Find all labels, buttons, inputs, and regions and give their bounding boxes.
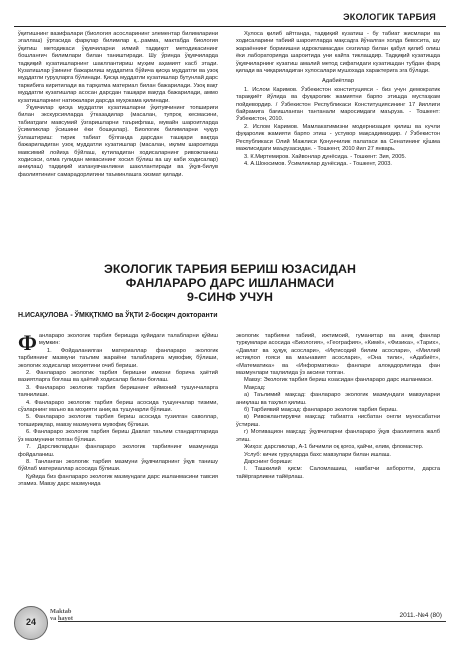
reference-item: 3. К.Миртемиров. Хайвонлар дунёсида. - Тошкент: Зия, 2005. bbox=[244, 153, 407, 160]
list-item: 7. Дарсликлардан фанлараро экологик тарбиянинг мазмунида фойдаланиш. bbox=[18, 444, 218, 458]
page-number: 24 bbox=[25, 617, 36, 627]
paragraph: I. Ташкилий қисм: Саломлашиш, навбатчи ахборотти, дарсга тайёргарликни тайёрлаш. bbox=[236, 466, 440, 480]
list-item: 3. Фанлараро экологик тарбия беришнинг иймоний тушунчаларга таянилиши. bbox=[18, 384, 218, 399]
list-item: 2. Фанлараро экологик тарбия беришни имкони борича ҳаётий вазиятларга боғлаш ва ҳаётий ходисалар билан боғлаш. bbox=[18, 370, 218, 384]
paragraph: г) Мотивацион мақсад: ўқувчиларни фанлараро ўқув фаолиятига жалб этиш. bbox=[236, 429, 440, 443]
references-heading: Адабиётлар bbox=[322, 78, 354, 85]
paragraph: б) Тарбиявий мақсад: фанлараро экологик тарбия бериш. bbox=[244, 407, 398, 414]
paragraph: ўқитишнинг вазифалари (биология асосларининг элементар билимларини эгаллаш) ўртасида фарқлар билимлар қ...рамма, мактабда биология ўқитиш методикаси ўқувчиларни илмий тадқиқот методикасининг бошланғич билимлари билан таништиради. Шу ўринда ўқувчиларда тадқиқий кузатишларнинг шакллантириш муҳим аҳамият касб этади. Кузатишлар ўзининг бажарилиш муддатига бўйича қисқа муддатли ва узоқ муддатли гуруҳларга бўлинади. Қисқа муддатли кузатишлар бутунлай дарс таркибига киритилади ва тарқатма материал билан бажарилади. Узоқ вақт муддатли кузатишлар асосан дарсдан ташқари вақтда бажарилади, аммо кузатишларнинг натижалари дарсда муҳокама қилинади. bbox=[18, 31, 218, 104]
journal-logo-icon bbox=[14, 606, 48, 640]
column-top-left bbox=[18, 31, 218, 254]
paragraph-first bbox=[18, 330, 218, 355]
paragraph-text: анлараро экологик тарбия беришда қуйидаги талабларни қўйиш мумкин: bbox=[38, 333, 218, 347]
paragraph: Жиҳоз: дарсликлар, А-1 бичимли оқ қоғоз, қайчи, елим, фломастер. bbox=[244, 444, 424, 451]
reference-item: 4. А.Шоюсимов. Ўсимликлар дунёсида. - Тошкент, 2003. bbox=[244, 160, 393, 167]
paragraph: в) Ривожлантирувчи мақсад: табиатга нисбатан онгли муносабатни ўстириш. bbox=[236, 414, 440, 428]
column-bottom-right bbox=[236, 333, 440, 600]
running-header bbox=[14, 12, 446, 27]
column-bottom-left bbox=[18, 330, 218, 600]
paragraph: Ўқувчилар қисқа муддатли кузатишларни ўқитувчининг топшириғи билан экскурсияларда ўтказадилар (масалан, тупроқ кесмасини, табиатдаги мавсумий ўзгаришларни таърифлаш, мувайн шароитларда ўсимликлар ўсишини ёки бошқалар). Биологик билимларни чуқур ўзлаштириш: тирик табиат бўлганда дарсдан ташқари вақтда бажариладиган узоқ муддатли кузатишлар (масалан, иқлим шароитида мавсимий лойиҳа бўйлаш, кутиладиган ходисаларнинг ривожланиш ходисаси, олма гулидан мевасининг хосил бўлиш ва шу каби ходисалар) аниқлаш) тадқиқий изланувчанликни шакллантиради ва ўқув-билув фаолиятининг самарадорлигини таъминлашга хизмат қилади. bbox=[18, 105, 218, 178]
section-title: ЭКОЛОГИК ТАРБИЯ bbox=[337, 12, 442, 22]
brand-line: Maktab bbox=[50, 608, 72, 615]
title-line: ЭКОЛОГИК ТАРБИЯ БЕРИШ ЮЗАСИДАН bbox=[103, 262, 357, 276]
issue-number: 2011.-№4 (80) bbox=[399, 612, 442, 619]
journal-brand bbox=[50, 608, 73, 622]
paragraph: Услуб: кичик гуруҳларда бахс мавзулари билан ишлаш. bbox=[244, 451, 392, 458]
drop-cap: Ф bbox=[18, 330, 37, 355]
paragraph: Қуйида биз фанлараро экологик мазмундаги дарс ишланмасини тавсия этамиз. Мавзу дарс мазмунида bbox=[18, 473, 218, 488]
reference-item: 1. Ислом Каримов. Ўзбекистон конституцияси - биз учун демократик тараққиёт йўлида ва фуқаролик жамиятни барпо этишда мустаҳкам пойдевордир. / Ўзбекистон Республикаси Конституциясининг 17 йиллиги байрамига бағишланган тантанали маросимдаги маъруза. - Тошкент: Ўзбекистон, 2010. bbox=[236, 86, 440, 123]
column-top-right bbox=[236, 31, 440, 263]
paragraph: а) Таълимий мақсад: фанлараро экологик мазмундаги мавзуларни аниқлаш ва таҳлил қилиш. bbox=[236, 392, 440, 406]
list-item: 4. Фанлараро экологик тарбия бериш асосида тушунчалар тизими, сўзларнинг маъно ва моҳияти аниқ ва тушунарли бўлиши. bbox=[18, 399, 218, 414]
article-title bbox=[14, 262, 446, 304]
reference-item: 2. Ислом Каримов. Мамлакатимизни модернизация қилиш ва кучли фуқаролик жамияти барпо этиш - устувор мақсадимиздир. / Ўзбекистон Республикаси Олий Мажлиси Қонунчилик палатаси ва Сенатининг қўшма мажлисидаги маърузасидан. - Тошкент, 2010 йил 27 январь. bbox=[236, 123, 440, 153]
page-footer bbox=[14, 604, 446, 640]
brand-line: va hayot bbox=[50, 615, 73, 622]
paragraph: экологик тарбияни табиий, ижтимоий, гуманитар ва аниқ фанлар туркумлари асосида «Биология», «География», «Кимё», «Физика», «Тарих», «Давлат ва ҳуқуқ асослари», «Иқтисодий билим асослари», «Миллий истиқлол ғояси ва маънавият асослари», «Она тили», «Адабиёт», «Математика» ва «Информатика» фанлари алоқадорлигида фан мазмунлари таҳлилида ўз аксини топган. bbox=[236, 333, 440, 377]
paragraph: Хулоса қилиб айтганда, тадқиқий кузатиш - бу табиат жисмлари ва ходисаларини табиий шароитларда мақсадга йўналган холда бевосита, шу жараённинг борииишни идрокламасдан сезгилар билан қабул қилиб олиш ёки лабораторияда шароитида уни кайта тиклашдир. Тадқиқий кузатишда ўқувчиларнинг кузатиш амалий метод сифатидаги кузатишдан тубдан фарқ қилади ва чиқариладиган хулосалари мушохада характерига эга бўлади. bbox=[236, 31, 440, 75]
list-item: 6. Фанлараро экологик тарбия бериш Давлат таълим стандартларида ўз мазмунини топган бўлиши. bbox=[18, 429, 218, 443]
list-item: 8. Танланган экологик тарбия мазмуни ўқувчиларнинг ўқув танишу бўйлаб материаллар асосида бўлиши. bbox=[18, 458, 218, 473]
title-line: ФАНЛАРАРО ДАРС ИШЛАНМАСИ bbox=[125, 276, 335, 290]
paragraph: Мавзу: Экологик тарбия бериш юзасидан фанлараро дарс ишланмаси. bbox=[244, 377, 433, 384]
paragraph: Мақсад: bbox=[244, 384, 266, 391]
list-item: 5. Фанлараро экологик тарбия бериш асосида тузилган саволлар, топшириқлар, мавзу мазмунига мувофиқ бўлиши. bbox=[18, 414, 218, 428]
footer-rule bbox=[58, 621, 446, 622]
title-line: 9-СИНФ УЧУН bbox=[186, 290, 273, 304]
paragraph: Дарснинг бориши: bbox=[244, 458, 293, 465]
list-item: 1. Фойдаланилган материаллар фанлараро экологик тарбиянинг мазмуни таълим жараёни талабларига мувофиқ бўлиши, экологик ходисалар моҳиятини очиб бериши. bbox=[18, 347, 218, 369]
article-authors: Н.ИСАҚУЛОВА - ЎМКҚТКМО ва ЎҚТИ 2-босқич докторанти bbox=[18, 312, 218, 319]
